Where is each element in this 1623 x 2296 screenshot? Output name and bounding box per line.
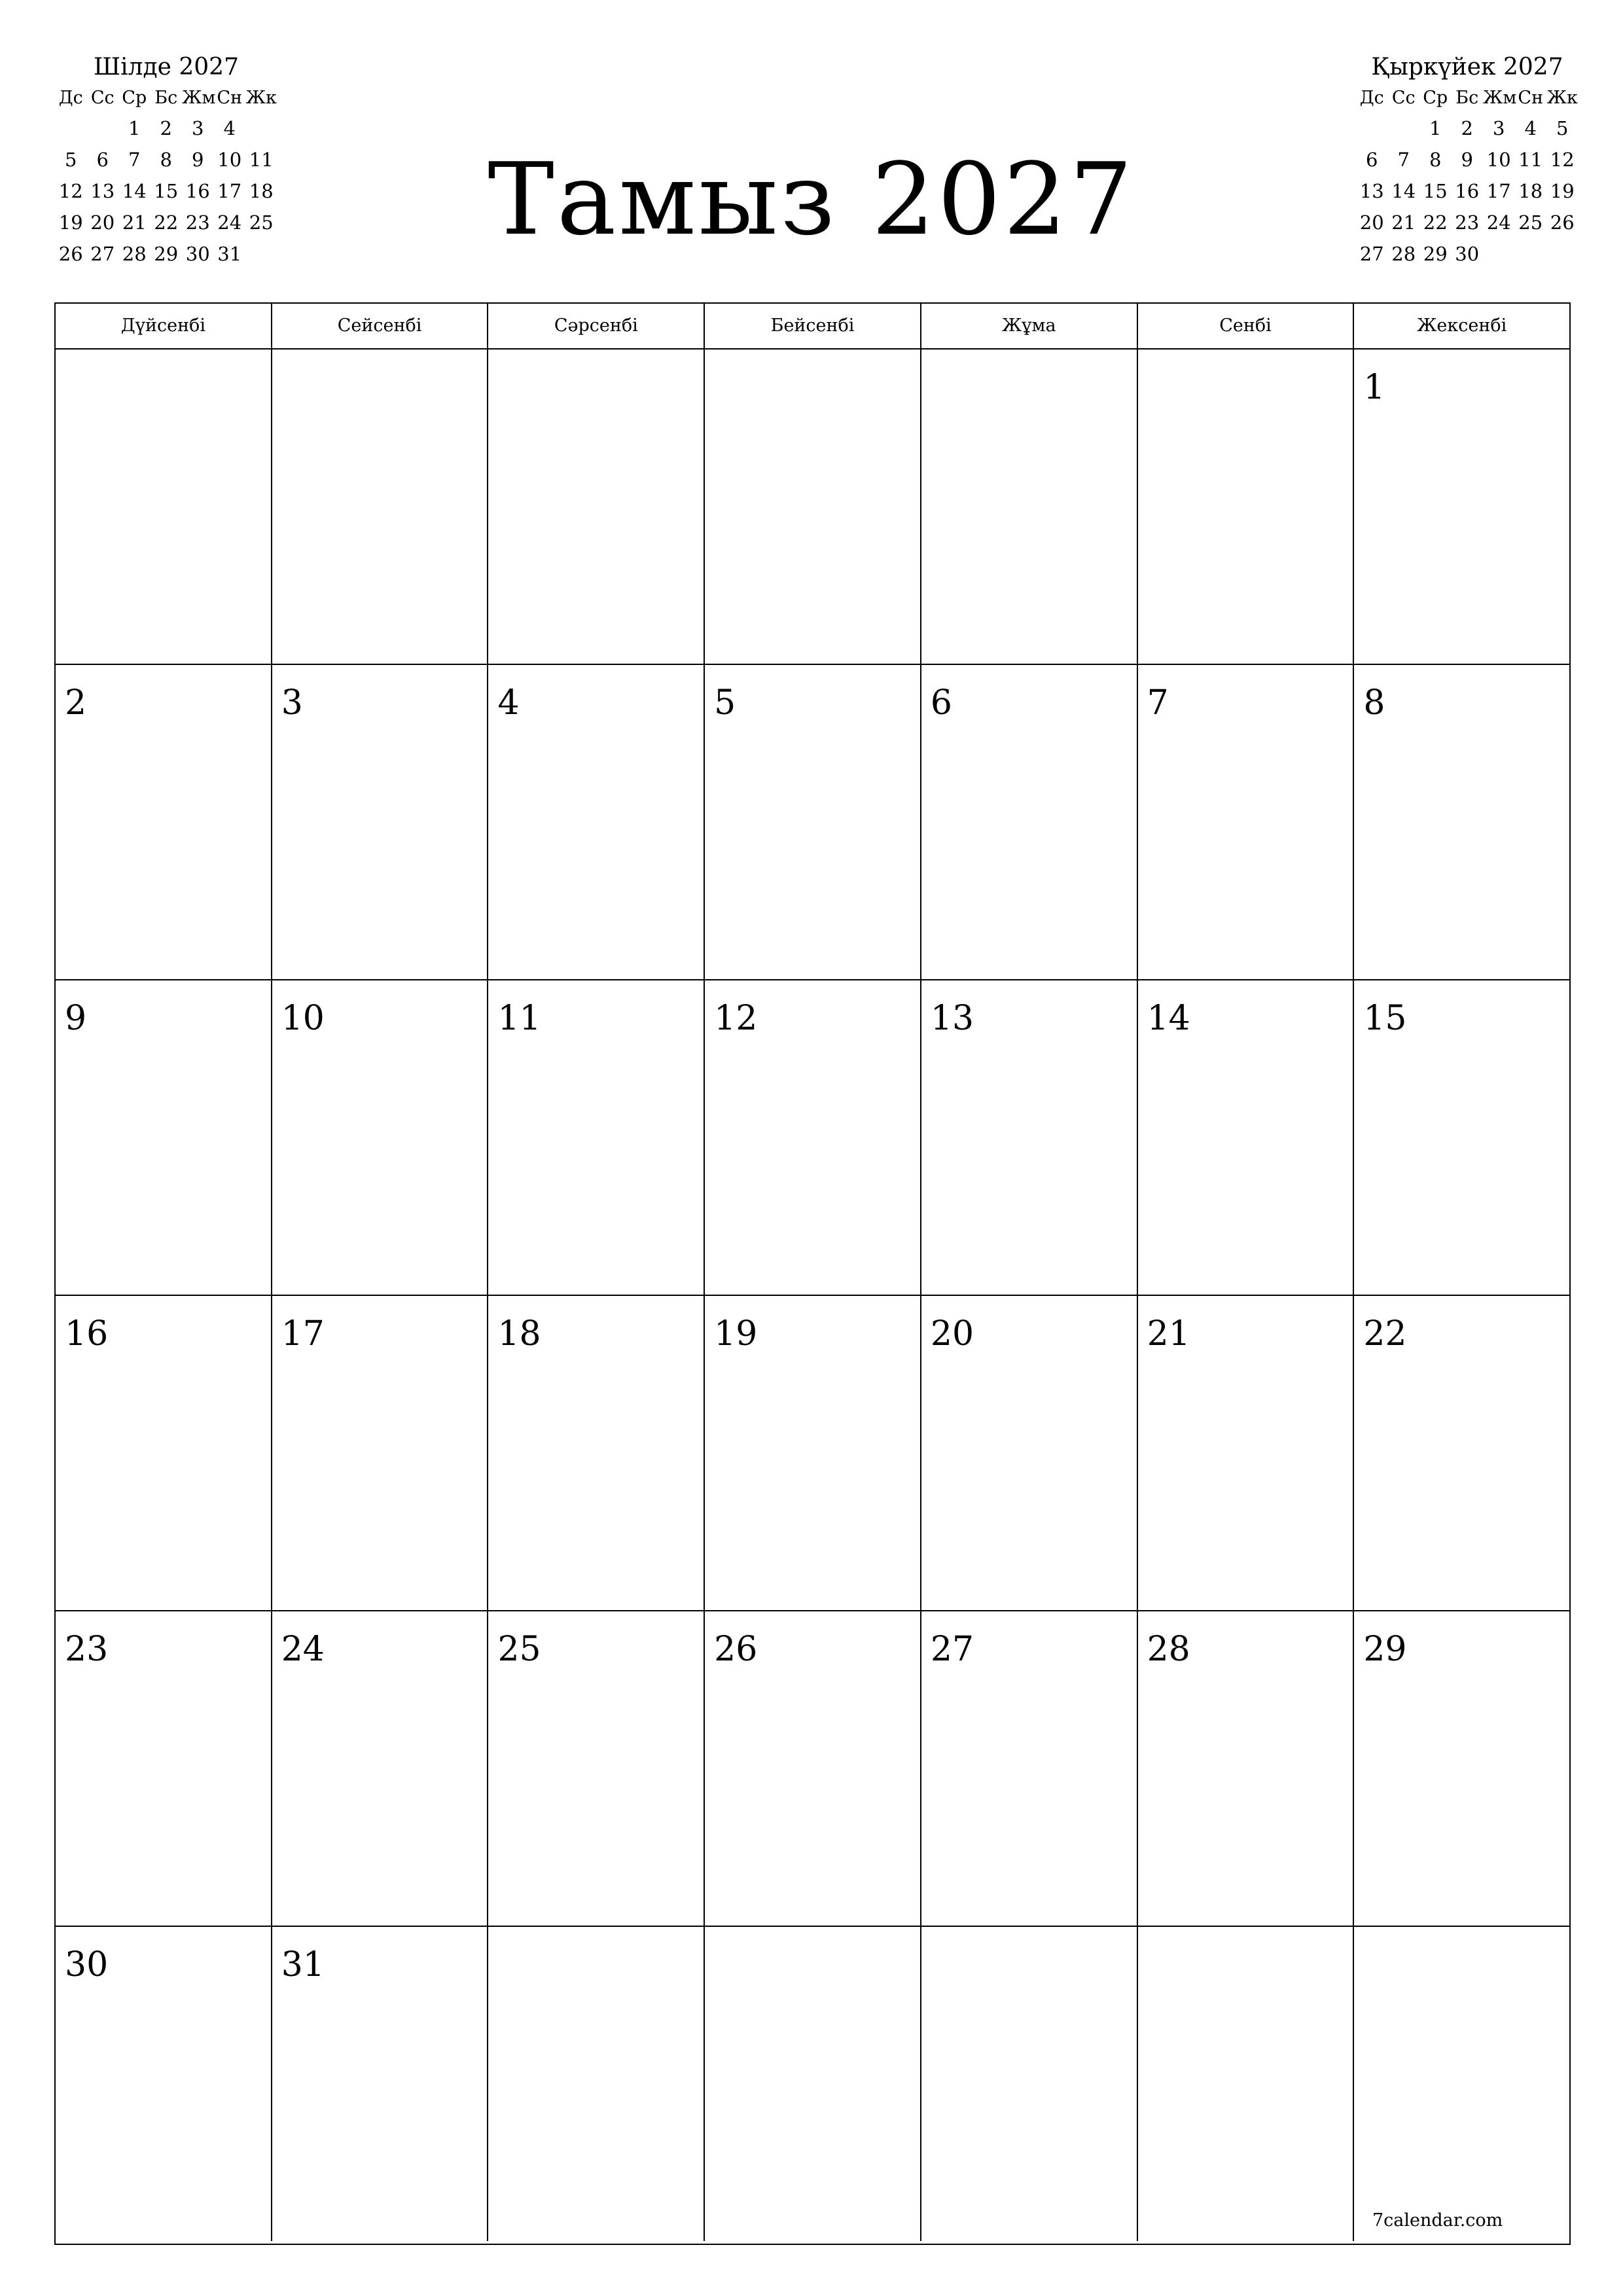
mini-day: 2 xyxy=(1461,117,1473,139)
day-cell[interactable] xyxy=(272,350,489,664)
mini-day: 28 xyxy=(122,243,147,265)
day-cell[interactable] xyxy=(921,1611,1138,1926)
month-grid xyxy=(54,302,1571,2245)
mini-day: 9 xyxy=(192,149,204,171)
mini-day: 3 xyxy=(192,117,204,139)
mini-day: 27 xyxy=(1359,243,1384,265)
mini-day: 15 xyxy=(1423,180,1448,202)
mini-day: 14 xyxy=(122,180,147,202)
day-number: 8 xyxy=(1363,683,1385,723)
day-number: 25 xyxy=(497,1630,541,1669)
day-cell[interactable] xyxy=(1354,1296,1569,1610)
weekday-header: Жексенбі xyxy=(1417,315,1507,336)
mini-day: 3 xyxy=(1493,117,1505,139)
day-cell[interactable] xyxy=(488,1927,705,2241)
day-cell[interactable] xyxy=(272,1296,489,1610)
mini-day: 13 xyxy=(90,180,115,202)
mini-day: 10 xyxy=(217,149,242,171)
day-number: 5 xyxy=(714,683,736,723)
mini-day: 27 xyxy=(90,243,115,265)
day-number: 29 xyxy=(1363,1630,1407,1669)
day-number: 12 xyxy=(714,999,758,1038)
day-cell[interactable] xyxy=(488,1611,705,1926)
week-row xyxy=(56,1927,1569,2241)
footer-credit: 7calendar.com xyxy=(1372,2210,1503,2231)
mini-day: 19 xyxy=(1550,180,1575,202)
weekday-header: Бейсенбі xyxy=(705,304,921,348)
weekday-header: Сәрсенбі xyxy=(488,304,705,348)
mini-weekday: Жк xyxy=(1546,88,1578,108)
mini-day: 1 xyxy=(1429,117,1442,139)
mini-day: 12 xyxy=(1550,149,1575,171)
mini-day xyxy=(1356,113,1388,144)
mini-day: 12 xyxy=(58,180,83,202)
day-cell[interactable] xyxy=(921,350,1138,664)
mini-day: 19 xyxy=(58,211,83,234)
day-number: 15 xyxy=(1363,999,1407,1038)
mini-day: 24 xyxy=(217,211,242,234)
mini-calendar-next-weekdays xyxy=(1356,84,1578,113)
mini-day: 25 xyxy=(249,211,274,234)
week-row xyxy=(56,665,1569,980)
mini-day: 30 xyxy=(185,243,210,265)
mini-day: 21 xyxy=(1391,211,1416,234)
day-cell[interactable] xyxy=(1138,350,1355,664)
day-number: 24 xyxy=(281,1630,325,1669)
day-cell[interactable] xyxy=(56,350,272,664)
day-cell[interactable] xyxy=(1138,980,1355,1295)
weekday-header: Дүйсенбі xyxy=(56,304,272,348)
day-cell[interactable] xyxy=(488,980,705,1295)
mini-day: 5 xyxy=(1556,117,1569,139)
mini-day: 28 xyxy=(1391,243,1416,265)
mini-day xyxy=(1515,238,1547,270)
day-cell[interactable] xyxy=(1138,1927,1355,2241)
day-number: 19 xyxy=(714,1314,758,1354)
mini-day: 7 xyxy=(128,149,141,171)
mini-day: 26 xyxy=(1550,211,1575,234)
mini-weekday: Дс xyxy=(1359,88,1384,108)
mini-calendar-prev-title: Шілде 2027 xyxy=(94,54,239,81)
mini-day: 13 xyxy=(1359,180,1384,202)
day-cell[interactable] xyxy=(705,665,921,979)
mini-day: 17 xyxy=(217,180,242,202)
weekday-header: Сейсенбі xyxy=(272,304,489,348)
mini-day xyxy=(55,113,87,144)
mini-weekday: Ср xyxy=(122,88,147,108)
day-number: 7 xyxy=(1147,683,1169,723)
day-number: 4 xyxy=(497,683,520,723)
day-cell[interactable] xyxy=(56,1927,272,2241)
week-row xyxy=(56,1611,1569,1927)
mini-week-row xyxy=(55,113,277,144)
day-cell[interactable] xyxy=(1354,350,1569,664)
day-number: 27 xyxy=(930,1630,974,1669)
day-cell[interactable] xyxy=(272,665,489,979)
mini-week-row xyxy=(1356,175,1578,207)
mini-day: 8 xyxy=(1429,149,1442,171)
mini-weekday: Жм xyxy=(182,88,216,108)
day-cell[interactable] xyxy=(1138,1611,1355,1926)
mini-week-row xyxy=(1356,238,1578,270)
mini-day: 29 xyxy=(1423,243,1448,265)
day-number: 23 xyxy=(65,1630,109,1669)
day-cell[interactable] xyxy=(705,1927,921,2241)
day-cell[interactable] xyxy=(921,980,1138,1295)
day-number: 2 xyxy=(65,683,87,723)
mini-day: 24 xyxy=(1486,211,1511,234)
mini-day: 22 xyxy=(1423,211,1448,234)
mini-weekday: Дс xyxy=(58,88,83,108)
day-cell[interactable] xyxy=(488,350,705,664)
mini-day: 18 xyxy=(249,180,274,202)
day-cell[interactable] xyxy=(56,980,272,1295)
day-number: 14 xyxy=(1147,999,1190,1038)
day-number: 31 xyxy=(281,1945,325,1984)
mini-weekday: Бс xyxy=(154,88,178,108)
mini-weekday: Жм xyxy=(1483,88,1517,108)
mini-day xyxy=(1546,238,1578,270)
mini-day: 16 xyxy=(1455,180,1480,202)
mini-day xyxy=(87,113,119,144)
day-number: 16 xyxy=(65,1314,109,1354)
mini-calendar-next-title: Қыркүйек 2027 xyxy=(1371,54,1563,81)
day-cell[interactable] xyxy=(56,1611,272,1926)
day-number: 30 xyxy=(65,1945,109,1984)
day-cell[interactable] xyxy=(705,1296,921,1610)
mini-day: 22 xyxy=(154,211,179,234)
mini-day: 11 xyxy=(249,149,274,171)
day-cell[interactable] xyxy=(1354,1611,1569,1926)
mini-week-row xyxy=(1356,207,1578,238)
mini-weekday: Сс xyxy=(90,88,115,108)
mini-day: 4 xyxy=(223,117,236,139)
mini-day: 10 xyxy=(1486,149,1511,171)
mini-day: 6 xyxy=(96,149,109,171)
page-title: Тамыз 2027 xyxy=(488,141,1135,257)
mini-weekday: Ср xyxy=(1423,88,1448,108)
day-cell[interactable] xyxy=(56,665,272,979)
mini-day: 20 xyxy=(90,211,115,234)
day-number: 1 xyxy=(1363,368,1385,407)
mini-day xyxy=(1388,113,1420,144)
mini-week-row xyxy=(1356,144,1578,175)
mini-day: 16 xyxy=(185,180,210,202)
day-cell[interactable] xyxy=(1138,1296,1355,1610)
day-number: 26 xyxy=(714,1630,758,1669)
day-number: 20 xyxy=(930,1314,974,1354)
day-cell[interactable] xyxy=(488,1296,705,1610)
mini-day xyxy=(245,113,277,144)
mini-weekday: Бс xyxy=(1455,88,1479,108)
day-number: 28 xyxy=(1147,1630,1190,1669)
day-cell[interactable] xyxy=(921,1296,1138,1610)
day-cell[interactable] xyxy=(1354,980,1569,1295)
mini-day: 21 xyxy=(122,211,147,234)
mini-day: 26 xyxy=(58,243,83,265)
mini-day: 11 xyxy=(1518,149,1543,171)
day-number: 17 xyxy=(281,1314,325,1354)
week-row xyxy=(56,980,1569,1296)
week-row xyxy=(56,1296,1569,1611)
day-cell[interactable] xyxy=(705,350,921,664)
day-cell[interactable] xyxy=(272,1927,489,2241)
mini-weekday: Сн xyxy=(217,88,243,108)
day-number: 9 xyxy=(65,999,87,1038)
mini-day: 4 xyxy=(1524,117,1537,139)
mini-day: 8 xyxy=(160,149,172,171)
mini-day: 15 xyxy=(154,180,179,202)
day-number: 10 xyxy=(281,999,325,1038)
mini-weekday: Сн xyxy=(1518,88,1544,108)
mini-day: 23 xyxy=(1455,211,1480,234)
day-number: 13 xyxy=(930,999,974,1038)
weekday-header: Жұма xyxy=(921,304,1138,348)
day-cell[interactable] xyxy=(1354,1927,1569,2241)
mini-day: 25 xyxy=(1518,211,1543,234)
mini-day: 20 xyxy=(1359,211,1384,234)
mini-weekday: Жк xyxy=(245,88,277,108)
mini-day: 31 xyxy=(217,243,242,265)
day-cell[interactable] xyxy=(56,1296,272,1610)
mini-day: 23 xyxy=(185,211,210,234)
mini-day: 1 xyxy=(128,117,141,139)
mini-day: 17 xyxy=(1486,180,1511,202)
mini-day: 9 xyxy=(1461,149,1473,171)
mini-calendar-next xyxy=(1356,51,1578,270)
day-cell[interactable] xyxy=(921,1927,1138,2241)
mini-day: 2 xyxy=(160,117,172,139)
day-cell[interactable] xyxy=(488,665,705,979)
day-cell[interactable] xyxy=(272,980,489,1295)
mini-calendar-prev-weekdays xyxy=(55,84,277,113)
day-number: 22 xyxy=(1363,1314,1407,1354)
day-cell[interactable] xyxy=(1138,665,1355,979)
mini-day: 30 xyxy=(1455,243,1480,265)
mini-day: 14 xyxy=(1391,180,1416,202)
mini-day: 7 xyxy=(1397,149,1410,171)
day-number: 18 xyxy=(497,1314,541,1354)
day-number: 11 xyxy=(497,999,541,1038)
day-cell[interactable] xyxy=(921,665,1138,979)
day-cell[interactable] xyxy=(1354,665,1569,979)
mini-weekday: Сс xyxy=(1391,88,1416,108)
mini-day: 6 xyxy=(1366,149,1378,171)
mini-day xyxy=(1483,238,1515,270)
mini-day: 5 xyxy=(65,149,77,171)
day-number: 21 xyxy=(1147,1314,1190,1354)
mini-day: 29 xyxy=(154,243,179,265)
day-cell[interactable] xyxy=(272,1611,489,1926)
day-number: 6 xyxy=(930,683,952,723)
weekday-header-row xyxy=(56,304,1569,350)
day-cell[interactable] xyxy=(705,980,921,1295)
day-cell[interactable] xyxy=(705,1611,921,1926)
day-number: 3 xyxy=(281,683,303,723)
mini-day: 18 xyxy=(1518,180,1543,202)
week-row xyxy=(56,350,1569,665)
weekday-header: Сенбі xyxy=(1138,304,1355,348)
mini-week-row xyxy=(1356,113,1578,144)
